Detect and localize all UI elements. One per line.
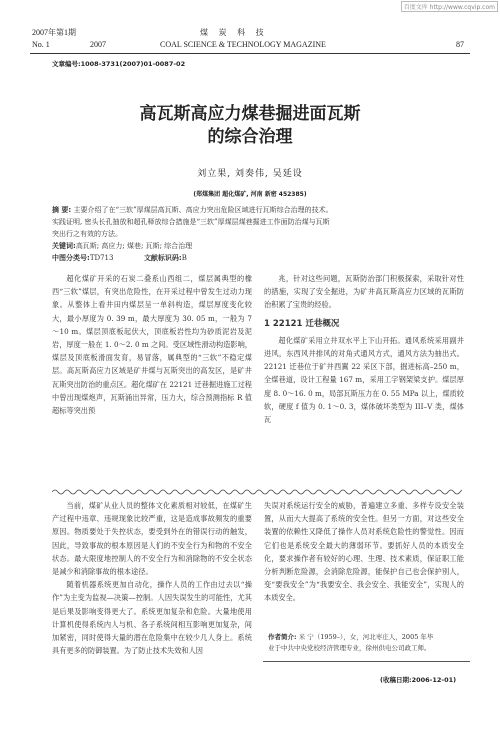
doc-code: B xyxy=(181,254,187,262)
header-no: No. 1 xyxy=(32,40,50,49)
header-journal-en: COAL SCIENCE & TECHNOLOGY MAGAZINE xyxy=(160,40,326,49)
footnote-rule xyxy=(263,661,470,662)
section-1-text: 超化煤矿采用立井双水平上下山开拓。通风系统采用副井进风，东西风井排风的对角式通风方式，通风方法为抽出式。22121 迁巷位于矿井西翼 22 采区下部，掘进标高–250 m，全煤巷道，设计工程量 167 m，采用工字钢架梁支护。煤层厚度 8. 0～16. 0 m，局部瓦斯压力在 0. 55 MPa 以上，煤质较软，硬度 f 值为 0. 1～0. 3，煤体破坏类型为 III–V 类，煤体瓦 xyxy=(264,335,464,425)
author-note-line-1: 米 宁（1959–），女，河北枣庄人，2005 年毕 xyxy=(298,633,434,641)
wavy-separator xyxy=(52,488,462,496)
abstract xyxy=(52,204,452,264)
lower-paragraph-1: 当前，煤矿从业人员的整体文化素质相对较低，在煤矿生产过程中违章、违规现象比较严重，这是造成事故频发的重要原因。物质要处于失控状态，要受到外在的错误行动的触发，因此，导致事故的根本原因是人们的不安全行为和物的不安全状态。最大限度地控制人的不安全行为和消除物的不安全状态是减少和消除事故的根本途径。 xyxy=(52,501,252,577)
abstract-line-1: 主要介绍了在“三软”厚煤层高瓦斯、高应力突出危险区域进行瓦斯综合治理的技术。 xyxy=(73,206,333,214)
keywords: 高瓦斯; 高应力; 煤巷; 瓦斯; 综合治理 xyxy=(75,242,193,250)
article-number: 文章编号:1008-3731(2007)01-0087-02 xyxy=(52,60,186,68)
abstract-line-3: 突出行之有效的方法。 xyxy=(52,230,122,238)
section-1-heading: 1 22121 迁巷概况 xyxy=(264,318,340,329)
keywords-label: 关键词: xyxy=(52,242,76,250)
right-column-upper xyxy=(264,272,464,486)
right-column-lower xyxy=(264,499,464,619)
lower-paragraph-2: 随着机器系统更加自动化，操作人员的工作由过去以“操作”为主变为监视—决策—控制。人因失误发生的可能性，尤其是后果及影响变得更大了。系统更加复杂和危险。大量地使用计算机使得系统内人与机、各子系统间相互影响更加复杂，间加紧密，同时使得大量的潜在危险集中在较少几人身上。系统具有更多的防御装置。为了防止技术失效和人因 xyxy=(52,580,252,656)
authors: 刘立果, 刘奏伟, 吴延设 xyxy=(197,169,303,179)
intro-continued: 兆，针对这些问题，瓦斯防治部门积极探索，采取针对性的措施，实现了安全掘进，为矿井高瓦斯高应力区域的瓦斯防治积累了宝贵的经验。 xyxy=(264,274,464,310)
doc-code-label: 文献标识码: xyxy=(143,254,182,262)
received-date: (收稿日期:2006-12-01) xyxy=(380,676,457,684)
header-year: 2007 xyxy=(90,40,106,49)
intro-paragraph: 超化煤矿开采的石炭二叠系山西组二，煤层属典型的橡西“三软”煤层，有突出危险性，在开采过程中曾发生过动力现象。从整体上看井田内煤层呈一单斜构造，煤层厚度变化较大，最小厚度为 0. 39 m，最大厚度为 30. 05 m，一般为 7～10 m。煤层顶底板起伏大，顶底板岩性均为砂质泥岩及泥岩，厚度一般在 1. 0～2. 0 m 之间。受区域性滑动构造影响，煤层及顶底板滑面发育，易冒落，属典型的“三软”不稳定煤层。高瓦斯高应力区域是矿井煤与瓦斯突出的高发区，是矿井瓦斯突出防治的重点区。超化煤矿在 22121 迁巷掘进施工过程中曾出现煤炮声，瓦斯涌出异常，压力大，综合预测指标 R 值超标等突出预 xyxy=(52,274,252,416)
watermark-badge: 百度文库 http://www.cqvip.com xyxy=(401,1,498,12)
header-journal-cn: 煤 炭 科 技 xyxy=(200,28,268,37)
title-line-1: 高瓦斯高应力煤巷掘进面瓦斯 xyxy=(139,104,361,124)
author-note xyxy=(268,632,468,654)
header-rule xyxy=(30,53,470,54)
clc-number: TD713 xyxy=(89,254,114,262)
header-page-number: 87 xyxy=(456,40,464,49)
abstract-label: 摘 要: xyxy=(52,206,72,214)
title-line-2: 的综合治理 xyxy=(207,127,293,147)
abstract-line-2: 实践证明, 密头长孔抽放和超孔释放综合措施是“三软”厚煤层煤巷掘进工作面防治煤与瓦斯 xyxy=(52,218,330,226)
author-note-label: 作者简介: xyxy=(268,633,297,641)
left-column-upper xyxy=(52,272,252,486)
left-column-lower xyxy=(52,499,252,725)
header-year-issue: 2007年第1期 xyxy=(32,28,76,37)
affiliation: (郑煤集团 超化煤矿, 河南 新密 452385) xyxy=(193,191,307,198)
clc-label: 中图分类号: xyxy=(52,254,90,262)
author-note-line-2: 业于中共中央党校经济管理专业，徐州供电公司政工师。 xyxy=(268,644,431,652)
lower-right-paragraph: 失误对系统运行安全的威胁，普遍建立多重、多样专设安全装置，从而大大提高了系统的安全性。但另一方面，对这些安全装置的依赖性又降低了操作人员对系统危险性的警觉性。因而它们也是系统安全最大的薄弱环节。要抓好人员的本质安全化，要求操作者有较好的心理、生理、技术素质，保证职工能分析判断危险源，会消除危险源，能保护自己也会保护别人，变“要我安全”为“我要安全、我会安全、我能安全”，实现人的本质安全。 xyxy=(264,501,464,603)
